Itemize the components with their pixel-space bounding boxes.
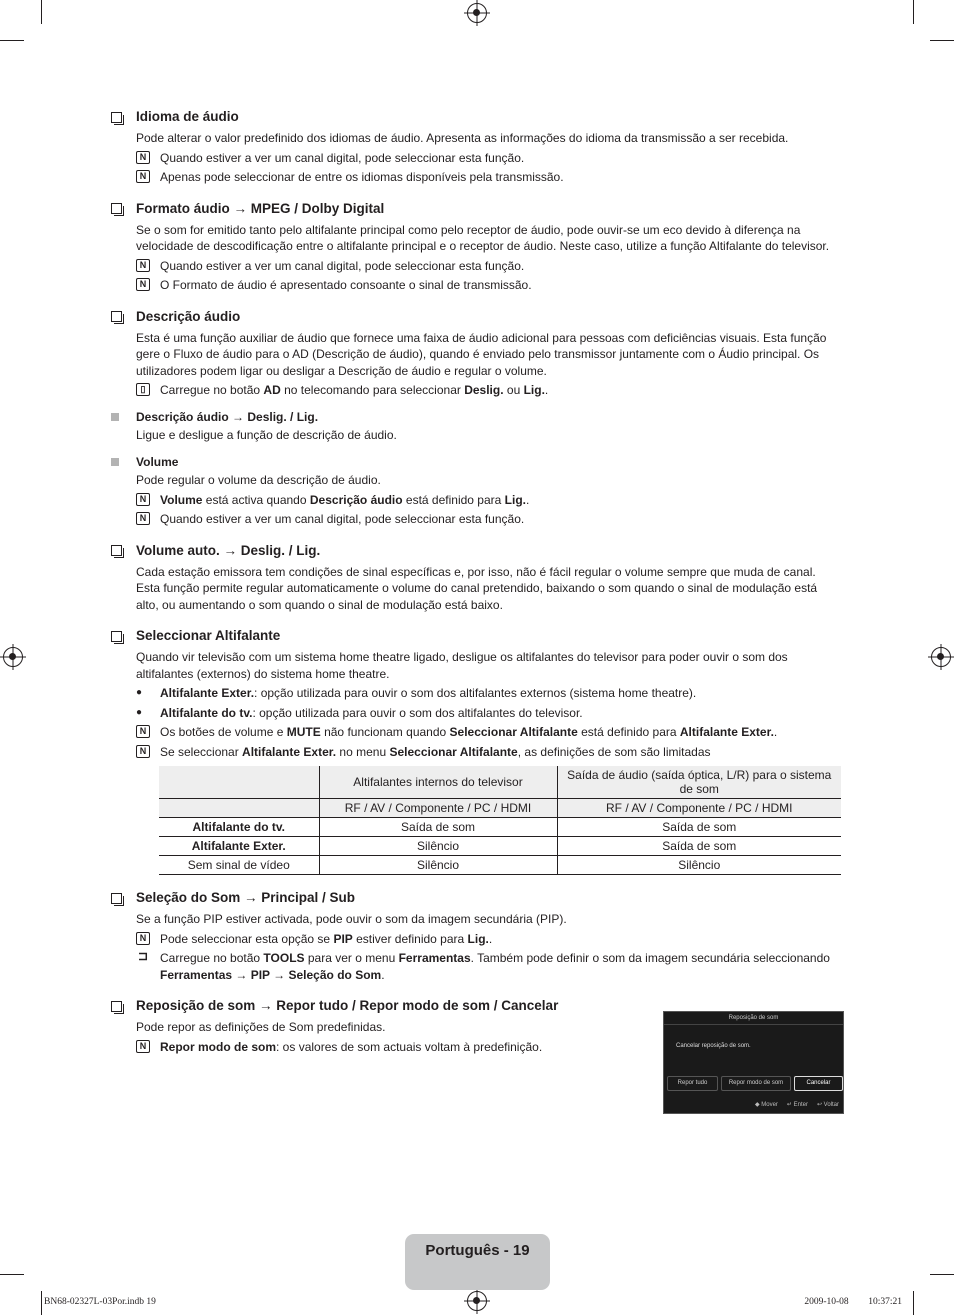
crop-mark xyxy=(913,0,914,24)
note-icon: N xyxy=(136,259,150,272)
sub-heading: Volume xyxy=(111,454,843,471)
section-heading: Idioma de áudio xyxy=(111,108,843,126)
note-icon: N xyxy=(136,1040,150,1053)
page-number-tab: Português - 19 xyxy=(405,1234,550,1290)
bullet-icon: ● xyxy=(136,706,143,718)
cancel-button[interactable]: Cancelar xyxy=(794,1076,843,1091)
crop-mark xyxy=(0,1274,24,1275)
table-header-row: Altifalantes internos do televisor Saída de áudio (saída óptica, L/R) para o sistema de som xyxy=(159,766,841,799)
section-heading: Formato áudio → MPEG / Dolby Digital xyxy=(111,200,843,218)
bullet-item: ● Altifalante Exter.: opção utilizada para ouvir o som dos altifalantes externos (sistema home theatre). xyxy=(136,686,697,700)
note: N Quando estiver a ver um canal digital, pode seleccionar esta função. xyxy=(136,150,843,167)
crop-mark xyxy=(913,1291,914,1315)
checkbox-icon xyxy=(111,893,122,904)
checkbox-icon xyxy=(111,1001,122,1012)
square-bullet-icon xyxy=(111,413,119,421)
registration-mark-icon xyxy=(3,647,23,667)
note: N Quando estiver a ver um canal digital, pode seleccionar esta função. xyxy=(136,511,843,528)
checkbox-icon xyxy=(111,112,122,123)
note-icon: N xyxy=(136,725,150,738)
registration-mark-icon xyxy=(467,3,487,23)
print-timestamp: 2009-10-08 ￿￿ 10:37:21 xyxy=(804,1297,902,1307)
dialog-footer xyxy=(755,1101,839,1109)
square-bullet-icon xyxy=(111,458,119,466)
note-icon: N xyxy=(136,493,150,506)
registration-mark-icon xyxy=(931,647,951,667)
reset-sound-mode-button[interactable]: Repor modo de som xyxy=(721,1076,791,1091)
paragraph: Cada estação emissora tem condições de sinal específicas e, por isso, não é fácil regular o volume sempre que muda de canal. Esta função permite regular automaticamente o volume do canal pretendido, baixando o som quando o sinal de modulação está alto, ou aumentando o som quando o sinal de modulação está baixo. xyxy=(136,564,818,612)
speaker-table xyxy=(159,766,841,875)
note-icon: N xyxy=(136,151,150,164)
paragraph: Ligue e desligue a função de descrição de áudio. xyxy=(136,428,397,442)
paragraph: Quando vir televisão com um sistema home theatre ligado, desligue os altifalantes do televisor para poder ouvir o som dos altifalantes (externos) do sistema home theatre. xyxy=(136,650,788,681)
section-heading: Reposição de som → Repor tudo / Repor modo de som / Cancelar xyxy=(111,997,843,1015)
reset-all-button[interactable]: Repor tudo xyxy=(667,1076,718,1091)
table-row: Sem sinal de vídeo Silêncio Silêncio xyxy=(159,856,841,875)
checkbox-icon xyxy=(111,545,122,556)
note: N O Formato de áudio é apresentado consoante o sinal de transmissão. xyxy=(136,277,843,294)
table-header-row: RF / AV / Componente / PC / HDMI RF / AV / Componente / PC / HDMI xyxy=(159,799,841,818)
checkbox-icon xyxy=(111,631,122,642)
table-row: Altifalante do tv. Saída de som Saída de som xyxy=(159,818,841,837)
crop-mark xyxy=(930,40,954,41)
checkbox-icon xyxy=(111,203,122,214)
crop-mark xyxy=(930,1274,954,1275)
note-icon: N xyxy=(136,512,150,525)
enter-hint: ↵ Enter xyxy=(786,1102,808,1108)
section-heading: Volume auto. → Deslig. / Lig. xyxy=(111,542,843,560)
bullet-icon: ● xyxy=(136,687,143,698)
note-icon: N xyxy=(136,170,150,183)
dialog-title: Reposição de som xyxy=(664,1012,843,1025)
tools-icon: ⊐ xyxy=(137,949,149,963)
dialog-message: Cancelar reposição de som. xyxy=(676,1043,751,1049)
note: N Quando estiver a ver um canal digital, pode seleccionar esta função. xyxy=(136,258,843,275)
note: N Volume está activa quando Descrição áudio está definido para Lig.. xyxy=(136,492,843,509)
print-file-info: BN68-02327L-03Por.indb 19 xyxy=(44,1297,156,1307)
remote-icon: ▯ xyxy=(136,383,150,396)
note-icon: N xyxy=(136,745,150,758)
section-heading: Seleção do Som → Principal / Sub xyxy=(111,889,843,907)
paragraph: Se a função PIP estiver activada, pode ouvir o som da imagem secundária (PIP). xyxy=(136,912,567,926)
crop-mark xyxy=(0,40,24,41)
note: N Se seleccionar Altifalante Exter. no menu Seleccionar Altifalante, as definições de som são limitadas xyxy=(136,744,843,761)
note: N Os botões de volume e MUTE não funcionam quando Seleccionar Altifalante está definido para Altifalante Exter.. xyxy=(136,724,843,741)
paragraph: Pode repor as definições de Som predefinidas. xyxy=(136,1020,386,1034)
paragraph: Pode regular o volume da descrição de áudio. xyxy=(136,473,381,487)
paragraph: Esta é uma função auxiliar de áudio que fornece uma faixa de áudio adicional para pessoas com deficiências visuais. Esta função gere o Fluxo de áudio para o AD (Descrição de áudio), quando é enviado pelo transmissor juntamente com o Áudio principal. Os utilizadores podem ligar ou desligar a Descrição de áudio e regular o volume. xyxy=(136,330,827,378)
tools-note: ⊐ Carregue no botão TOOLS para ver o menu Ferramentas. Também pode definir o som da imagem secundária seleccionando Ferramentas → PIP → Seleção do Som. xyxy=(137,949,830,982)
sound-reset-dialog xyxy=(663,1011,844,1114)
paragraph: Pode alterar o valor predefinido dos idiomas de áudio. Apresenta as informações do idioma da transmissão a ser recebida. xyxy=(136,131,789,145)
paragraph: Se o som for emitido tanto pelo altifalante principal como pelo receptor de áudio, pode ouvir-se um eco devido à diferença na velocidade de descodificação entre o altifalante principal e o receptor de áudio. Neste caso, utilize a função Altifalante do televisor. xyxy=(136,222,830,253)
note: N Pode seleccionar esta opção se PIP estiver definido para Lig.. xyxy=(136,931,843,948)
registration-mark-icon xyxy=(467,1291,487,1311)
sub-heading: Descrição áudio → Deslig. / Lig. xyxy=(111,409,843,426)
checkbox-icon xyxy=(111,311,122,322)
note-icon: N xyxy=(136,278,150,291)
note-icon: N xyxy=(136,932,150,945)
note: N Repor modo de som: os valores de som actuais voltam à predefinição. xyxy=(136,1039,843,1056)
return-hint: ↩ Voltar xyxy=(816,1102,839,1108)
bullet-item: ● Altifalante do tv.: opção utilizada para ouvir o som dos altifalantes do televisor. xyxy=(136,705,583,720)
crop-mark xyxy=(41,0,42,24)
remote-note: ▯ Carregue no botão AD no telecomando para seleccionar Deslig. ou Lig.. xyxy=(136,382,843,399)
crop-mark xyxy=(41,1291,42,1315)
note: N Apenas pode seleccionar de entre os idiomas disponíveis pela transmissão. xyxy=(136,169,843,186)
dialog-buttons xyxy=(667,1076,843,1091)
table-row: Altifalante Exter. Silêncio Saída de som xyxy=(159,837,841,856)
move-hint: ◆ Mover xyxy=(754,1102,778,1108)
manual-content xyxy=(111,108,843,1055)
section-heading: Descrição áudio xyxy=(111,308,843,326)
section-heading: Seleccionar Altifalante xyxy=(111,627,843,645)
